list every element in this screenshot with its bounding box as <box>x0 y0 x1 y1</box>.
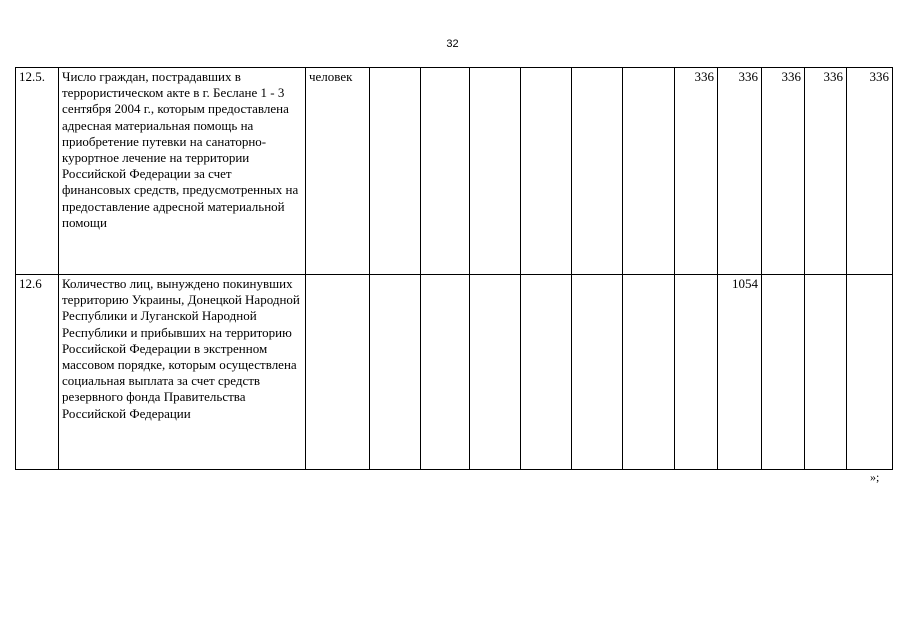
row-unit <box>306 275 370 470</box>
value-cell: 1054 <box>718 275 762 470</box>
row-description: Количество лиц, вынуждено покинувших территорию Украины, Донецкой Народной Республики и Луганской Народной Республики и прибывших на территорию Российской Федерации в экстренном массовом порядке, которым осуществлена социальная выплата за счет средств резервного фонда Правительства Российской Федерации <box>59 275 306 470</box>
value-cell <box>421 275 470 470</box>
value-cell <box>847 275 893 470</box>
value-cell <box>762 275 805 470</box>
row-description: Число граждан, пострадавших в террористическом акте в г. Беслане 1 - 3 сентября 2004 г., которым предоставлена адресная материальная помощь на приобретение путевки на санаторно-курортное лечение на территории Российской Федерации за счет финансовых средств, предусмотренных на предоставление адресной материальной помощи <box>59 68 306 275</box>
value-cell <box>421 68 470 275</box>
row-unit: человек <box>306 68 370 275</box>
value-cell: 336 <box>718 68 762 275</box>
value-cell <box>623 68 675 275</box>
value-cell <box>470 68 521 275</box>
value-cell <box>675 275 718 470</box>
table-row <box>16 275 893 470</box>
value-cell <box>370 275 421 470</box>
value-cell: 336 <box>805 68 847 275</box>
page-number: 32 <box>446 38 459 50</box>
value-cell <box>805 275 847 470</box>
value-cell <box>470 275 521 470</box>
row-number: 12.5. <box>16 68 59 275</box>
value-cell <box>521 68 572 275</box>
indicators-table <box>15 67 893 470</box>
row-number: 12.6 <box>16 275 59 470</box>
value-cell: 336 <box>762 68 805 275</box>
value-cell <box>623 275 675 470</box>
value-cell <box>370 68 421 275</box>
value-cell: 336 <box>675 68 718 275</box>
table-row <box>16 68 893 275</box>
value-cell: 336 <box>847 68 893 275</box>
closing-quote-mark: »; <box>870 470 880 484</box>
value-cell <box>572 68 623 275</box>
value-cell <box>572 275 623 470</box>
value-cell <box>521 275 572 470</box>
